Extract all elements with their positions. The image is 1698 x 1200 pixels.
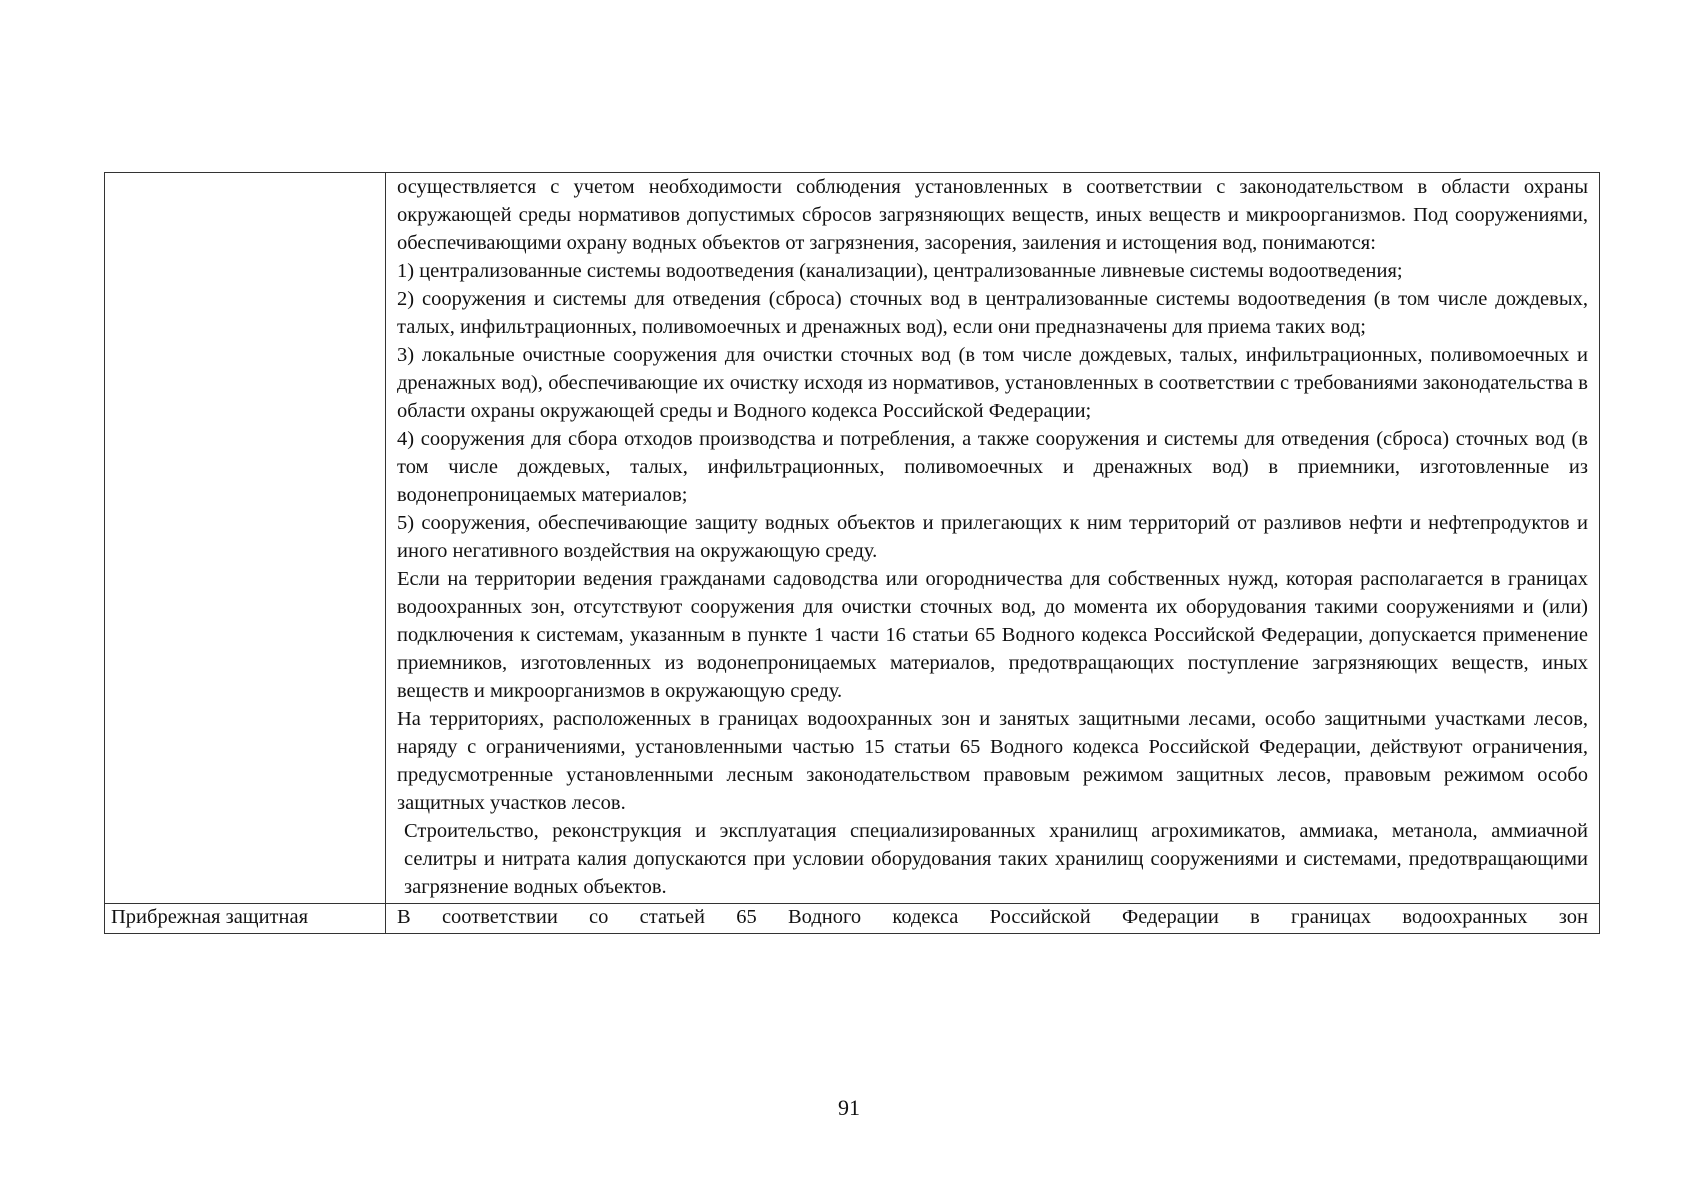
- list-item-2: 2) сооружения и системы для отведения (сброса) сточных вод в централизованные системы водоотведения (в том числе дождевых, талых, инфильтрационных, поливомоечных и дренажных вод), если они предназначены для приема таких вод;: [397, 288, 1588, 338]
- page-number: 91: [838, 1095, 860, 1120]
- list-item-5: 5) сооружения, обеспечивающие защиту водных объектов и прилегающих к ним территорий от разливов нефти и нефтепродуктов и иного негативного воздействия на окружающую среду.: [397, 512, 1588, 562]
- list-item-4: 4) сооружения для сбора отходов производства и потребления, а также сооружения и системы для отведения (сброса) сточных вод (в том числе дождевых, талых, инфильтрационных, поливомоечных и дренажных вод) в приемники, изготовленные из водонепроницаемых материалов;: [397, 428, 1588, 506]
- list-item-3: 3) локальные очистные сооружения для очистки сточных вод (в том числе дождевых, талых, инфильтрационных, поливомоечных и дренажных вод), обеспечивающие их очистку исходя из нормативов, установленных в соответствии с требованиями законодательства в области охраны окружающей среды и Водного кодекса Российской Федерации;: [397, 344, 1588, 422]
- table-row: [105, 904, 1600, 934]
- paragraph-gardening: Если на территории ведения гражданами садоводства или огородничества для собственных нужд, которая располагается в границах водоохранных зон, отсутствуют сооружения для очистки сточных вод, до момента их оборудования такими сооружениями и (или) подключения к системам, указанным в пункте 1 части 16 статьи 65 Водного кодекса Российской Федерации, допускается применение приемников, изготовленных из водонепроницаемых материалов, предотвращающих поступление загрязняющих веществ, иных веществ и микроорганизмов в окружающую среду.: [397, 568, 1588, 702]
- table-cell-left-empty: [105, 173, 386, 904]
- paragraph-protective-forests: На территориях, расположенных в границах водоохранных зон и занятых защитными лесами, особо защитными участками лесов, наряду с ограничениями, установленными частью 15 статьи 65 Водного кодекса Российской Федерации, действуют ограничения, предусмотренные установленными лесным законодательством правовым режимом защитных лесов, правовым режимом особо защитных участков лесов.: [397, 708, 1588, 814]
- paragraph-intro: осуществляется с учетом необходимости соблюдения установленных в соответствии с законодательством в области охраны окружающей среды нормативов допустимых сбросов загрязняющих веществ, иных веществ и микроорганизмов. Под сооружениями, обеспечивающими охрану водных объектов от загрязнения, засорения, заиления и истощения вод, понимаются:: [397, 176, 1588, 254]
- table-cell-zone-name: Прибрежная защитная: [105, 904, 386, 934]
- list-item-1: 1) централизованные системы водоотведения (канализации), централизованные ливневые системы водоотведения;: [397, 260, 1403, 282]
- document-table: [104, 172, 1600, 934]
- paragraph-storage-facilities: Строительство, реконструкция и эксплуатация специализированных хранилищ агрохимикатов, аммиака, метанола, аммиачной селитры и нитрата калия допускаются при условии оборудования таких хранилищ сооружениями и системами, предотвращающими загрязнение водных объектов.: [404, 820, 1588, 898]
- table-row: [105, 173, 1600, 904]
- table-cell-zone-description: В соответствии со статьей 65 Водного кодекса Российской Федерации в границах водоохранных зон: [386, 904, 1600, 934]
- table-cell-right: [386, 173, 1600, 904]
